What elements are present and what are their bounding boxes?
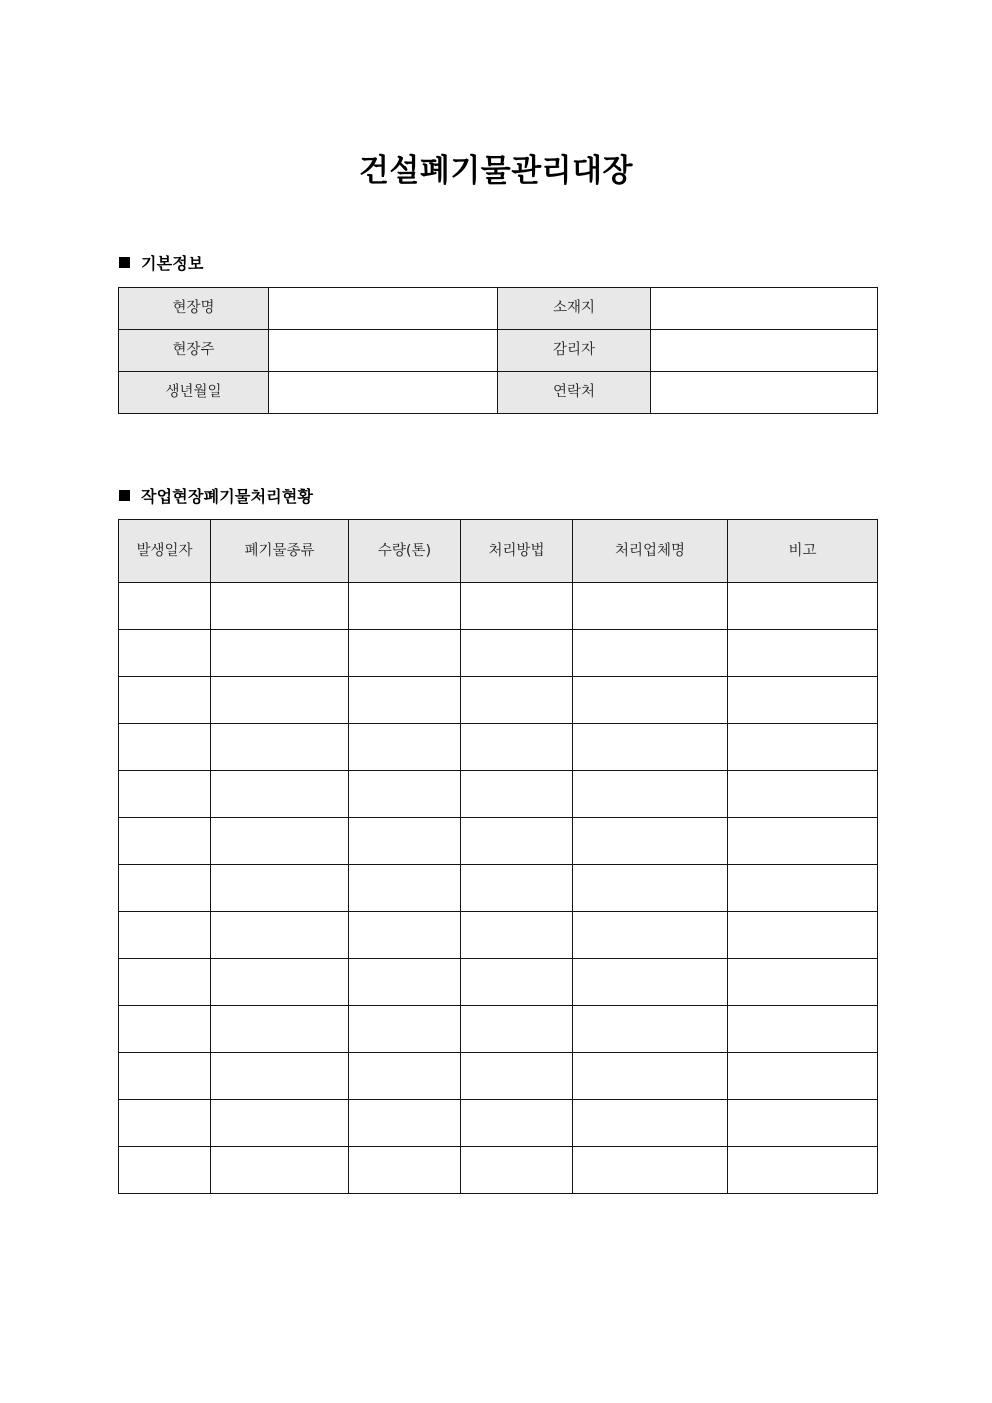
cell-remarks[interactable] <box>728 865 878 912</box>
cell-quantity[interactable] <box>349 724 461 771</box>
table-row <box>119 330 878 372</box>
cell-contractor[interactable] <box>573 865 728 912</box>
cell-quantity[interactable] <box>349 583 461 630</box>
waste-log-table <box>118 519 878 1194</box>
cell-remarks[interactable] <box>728 1147 878 1194</box>
cell-treatment-method[interactable] <box>461 1006 573 1053</box>
cell-treatment-method[interactable] <box>461 724 573 771</box>
column-header-quantity: 수량(톤) <box>349 520 461 583</box>
cell-treatment-method[interactable] <box>461 865 573 912</box>
column-header-waste-type: 폐기물종류 <box>211 520 349 583</box>
label-site-owner: 현장주 <box>119 330 269 372</box>
field-supervisor[interactable] <box>651 330 878 372</box>
cell-quantity[interactable] <box>349 865 461 912</box>
section-heading-waste-log <box>119 484 313 507</box>
table-row <box>119 1147 878 1194</box>
cell-treatment-method[interactable] <box>461 771 573 818</box>
field-contact[interactable] <box>651 372 878 414</box>
page-title: 건설폐기물관리대장 <box>358 152 633 189</box>
cell-remarks[interactable] <box>728 677 878 724</box>
cell-contractor[interactable] <box>573 771 728 818</box>
table-header-row <box>119 520 878 583</box>
cell-remarks[interactable] <box>728 630 878 677</box>
cell-quantity[interactable] <box>349 771 461 818</box>
cell-contractor[interactable] <box>573 1147 728 1194</box>
cell-waste-type[interactable] <box>211 630 349 677</box>
cell-treatment-method[interactable] <box>461 959 573 1006</box>
cell-remarks[interactable] <box>728 1053 878 1100</box>
cell-waste-type[interactable] <box>211 1053 349 1100</box>
cell-date[interactable] <box>119 912 211 959</box>
field-site-owner[interactable] <box>269 330 498 372</box>
cell-contractor[interactable] <box>573 724 728 771</box>
cell-quantity[interactable] <box>349 1147 461 1194</box>
cell-remarks[interactable] <box>728 771 878 818</box>
cell-remarks[interactable] <box>728 583 878 630</box>
cell-remarks[interactable] <box>728 959 878 1006</box>
field-site-name[interactable] <box>269 288 498 330</box>
label-contact: 연락처 <box>498 372 651 414</box>
cell-treatment-method[interactable] <box>461 1053 573 1100</box>
table-row <box>119 372 878 414</box>
cell-date[interactable] <box>119 630 211 677</box>
cell-date[interactable] <box>119 583 211 630</box>
cell-quantity[interactable] <box>349 818 461 865</box>
table-row <box>119 630 878 677</box>
label-site-name: 현장명 <box>119 288 269 330</box>
cell-waste-type[interactable] <box>211 865 349 912</box>
cell-date[interactable] <box>119 865 211 912</box>
cell-quantity[interactable] <box>349 912 461 959</box>
table-row <box>119 912 878 959</box>
cell-date[interactable] <box>119 1147 211 1194</box>
cell-contractor[interactable] <box>573 959 728 1006</box>
cell-contractor[interactable] <box>573 1053 728 1100</box>
cell-remarks[interactable] <box>728 1100 878 1147</box>
cell-quantity[interactable] <box>349 1006 461 1053</box>
cell-quantity[interactable] <box>349 1100 461 1147</box>
table-row <box>119 583 878 630</box>
table-row <box>119 865 878 912</box>
cell-date[interactable] <box>119 677 211 724</box>
cell-treatment-method[interactable] <box>461 677 573 724</box>
cell-contractor[interactable] <box>573 630 728 677</box>
cell-remarks[interactable] <box>728 818 878 865</box>
table-row <box>119 677 878 724</box>
cell-contractor[interactable] <box>573 1100 728 1147</box>
cell-treatment-method[interactable] <box>461 818 573 865</box>
cell-treatment-method[interactable] <box>461 630 573 677</box>
cell-treatment-method[interactable] <box>461 1147 573 1194</box>
table-row <box>119 771 878 818</box>
cell-waste-type[interactable] <box>211 912 349 959</box>
cell-date[interactable] <box>119 959 211 1006</box>
table-row <box>119 1100 878 1147</box>
field-birth-date[interactable] <box>269 372 498 414</box>
cell-remarks[interactable] <box>728 912 878 959</box>
cell-waste-type[interactable] <box>211 1147 349 1194</box>
cell-waste-type[interactable] <box>211 583 349 630</box>
table-row <box>119 1006 878 1053</box>
table-row <box>119 959 878 1006</box>
cell-contractor[interactable] <box>573 583 728 630</box>
cell-quantity[interactable] <box>349 1053 461 1100</box>
basic-info-table <box>118 287 878 414</box>
cell-date[interactable] <box>119 1006 211 1053</box>
table-row <box>119 724 878 771</box>
cell-waste-type[interactable] <box>211 677 349 724</box>
cell-waste-type[interactable] <box>211 724 349 771</box>
column-header-remarks: 비고 <box>728 520 878 583</box>
cell-date[interactable] <box>119 1100 211 1147</box>
column-header-treatment-method: 처리방법 <box>461 520 573 583</box>
cell-date[interactable] <box>119 724 211 771</box>
column-header-date: 발생일자 <box>119 520 211 583</box>
cell-contractor[interactable] <box>573 1006 728 1053</box>
cell-waste-type[interactable] <box>211 771 349 818</box>
cell-quantity[interactable] <box>349 959 461 1006</box>
cell-date[interactable] <box>119 818 211 865</box>
cell-contractor[interactable] <box>573 818 728 865</box>
label-supervisor: 감리자 <box>498 330 651 372</box>
cell-remarks[interactable] <box>728 1006 878 1053</box>
cell-treatment-method[interactable] <box>461 583 573 630</box>
section-heading-basic-info <box>119 251 204 274</box>
section-heading-label: 작업현장폐기물처리현황 <box>141 487 314 506</box>
table-row <box>119 288 878 330</box>
section-heading-label: 기본정보 <box>141 254 204 273</box>
field-location[interactable] <box>651 288 878 330</box>
cell-waste-type[interactable] <box>211 959 349 1006</box>
cell-quantity[interactable] <box>349 630 461 677</box>
column-header-contractor: 처리업체명 <box>573 520 728 583</box>
square-bullet-icon <box>119 257 130 268</box>
cell-date[interactable] <box>119 1053 211 1100</box>
cell-waste-type[interactable] <box>211 818 349 865</box>
label-birth-date: 생년월일 <box>119 372 269 414</box>
table-row <box>119 1053 878 1100</box>
table-row <box>119 818 878 865</box>
square-bullet-icon <box>119 490 130 501</box>
cell-treatment-method[interactable] <box>461 1100 573 1147</box>
cell-treatment-method[interactable] <box>461 912 573 959</box>
cell-quantity[interactable] <box>349 677 461 724</box>
cell-remarks[interactable] <box>728 724 878 771</box>
label-location: 소재지 <box>498 288 651 330</box>
cell-waste-type[interactable] <box>211 1100 349 1147</box>
cell-date[interactable] <box>119 771 211 818</box>
cell-waste-type[interactable] <box>211 1006 349 1053</box>
cell-contractor[interactable] <box>573 677 728 724</box>
cell-contractor[interactable] <box>573 912 728 959</box>
